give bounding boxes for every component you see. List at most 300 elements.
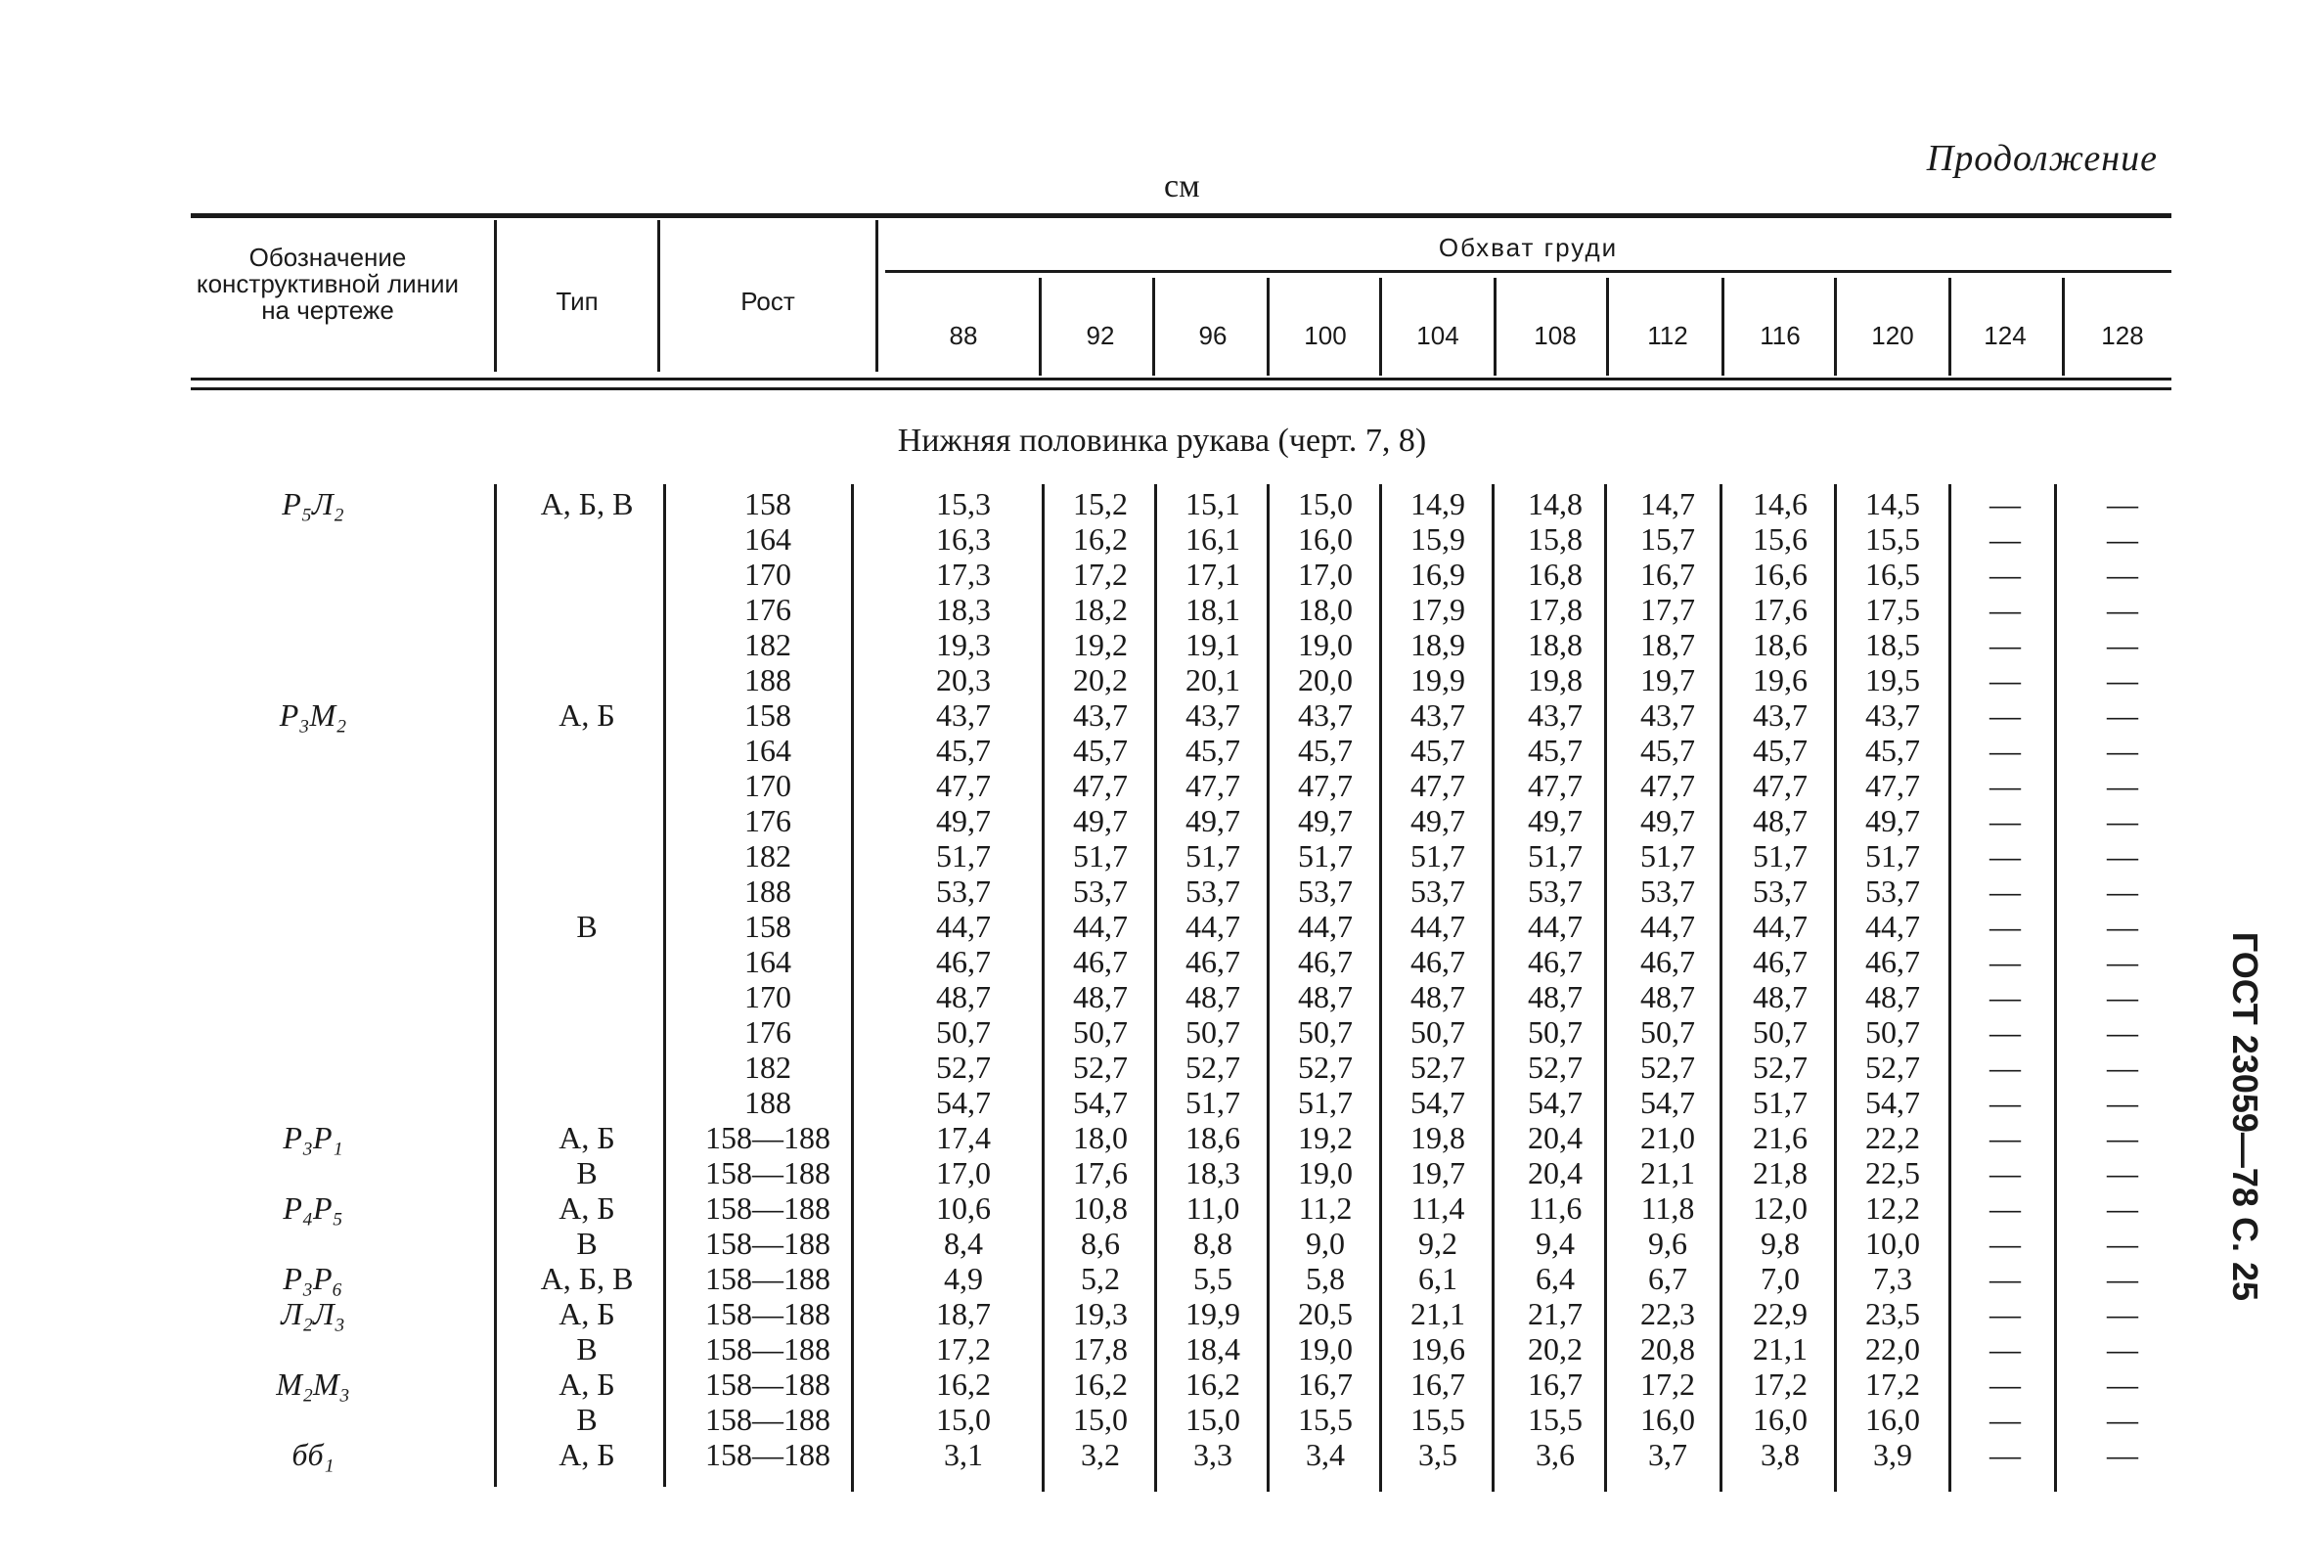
row-value: 18,3 [1185,1155,1240,1190]
row-value: — [2107,486,2138,521]
row-value: 18,2 [1073,592,1128,627]
header-divider [875,220,878,372]
row-value: 15,3 [936,486,991,521]
table-row [0,662,2324,697]
row-value: — [2107,1014,2138,1050]
row-value: 8,4 [944,1226,983,1261]
table-row [0,768,2324,803]
row-value: 16,7 [1528,1366,1583,1402]
row-value: 48,7 [1073,979,1128,1014]
row-value: 16,0 [1865,1402,1920,1437]
chest-size-header: 88 [949,321,978,350]
row-value: 22,2 [1865,1120,1920,1155]
row-value: 20,4 [1528,1120,1583,1155]
row-value: 49,7 [1298,803,1353,838]
row-value: 21,7 [1528,1296,1583,1331]
row-value: 19,2 [1073,627,1128,662]
row-value: 50,7 [1298,1014,1353,1050]
row-designation: Р₃Р₁ [283,1120,343,1155]
row-value: 44,7 [1410,909,1465,944]
row-value: 50,7 [1073,1014,1128,1050]
table-row [0,627,2324,662]
table-row [0,1085,2324,1120]
row-value: 54,7 [1528,1085,1583,1120]
row-value: 3,2 [1081,1437,1120,1472]
table-row [0,733,2324,768]
units-label: см [1164,168,1200,204]
row-value: 44,7 [936,909,991,944]
row-value: 15,0 [1073,1402,1128,1437]
row-value: 17,8 [1073,1331,1128,1366]
row-value: 16,0 [1298,521,1353,557]
row-value: 48,7 [1865,979,1920,1014]
row-value: 15,1 [1185,486,1240,521]
row-value: 10,6 [936,1190,991,1226]
row-value: 6,4 [1536,1261,1575,1296]
header-bottom-rule-2 [191,387,2171,390]
row-height: 158—188 [705,1261,830,1296]
row-value: 47,7 [936,768,991,803]
row-value: 21,6 [1753,1120,1808,1155]
row-height: 182 [744,1050,791,1085]
row-value: 48,7 [1528,979,1583,1014]
row-value: 52,7 [1528,1050,1583,1085]
row-value: 19,9 [1410,662,1465,697]
table-row [0,1120,2324,1155]
row-value: 15,6 [1753,521,1808,557]
row-value: 15,0 [936,1402,991,1437]
row-value: 16,3 [936,521,991,557]
row-value: 49,7 [1073,803,1128,838]
chest-size-header: 116 [1760,321,1801,350]
row-height: 188 [744,662,791,697]
row-value: 6,1 [1418,1261,1457,1296]
row-height: 182 [744,627,791,662]
row-value: 49,7 [1410,803,1465,838]
row-value: 44,7 [1298,909,1353,944]
row-value: 51,7 [1528,838,1583,874]
row-value: 46,7 [936,944,991,979]
row-value: 52,7 [1185,1050,1240,1085]
row-value: 47,7 [1865,768,1920,803]
row-value: 5,2 [1081,1261,1120,1296]
chest-size-header: 96 [1198,321,1228,350]
row-value: 19,5 [1865,662,1920,697]
row-value: 11,8 [1640,1190,1695,1226]
row-value: 17,6 [1073,1155,1128,1190]
row-value: 3,6 [1536,1437,1575,1472]
row-value: 21,1 [1753,1331,1808,1366]
table-row [0,1296,2324,1331]
row-value: 15,0 [1298,486,1353,521]
table-row [0,1226,2324,1261]
row-value: — [2107,909,2138,944]
row-value: 15,0 [1185,1402,1240,1437]
row-value: 17,0 [1298,557,1353,592]
row-value: 16,7 [1298,1366,1353,1402]
chest-size-header: 92 [1086,321,1115,350]
row-value: — [1989,486,2021,521]
row-type: В [576,1226,598,1261]
row-value: 18,3 [936,592,991,627]
row-value: 52,7 [1073,1050,1128,1085]
table-row [0,1050,2324,1085]
row-value: 11,2 [1298,1190,1353,1226]
table-row [0,874,2324,909]
row-value: 19,6 [1753,662,1808,697]
row-value: — [1989,733,2021,768]
row-designation: Р₄Р₅ [283,1190,343,1226]
row-value: 43,7 [1410,697,1465,733]
row-value: 44,7 [1073,909,1128,944]
row-type: А, Б, В [540,486,634,521]
row-value: 43,7 [1298,697,1353,733]
table-row [0,697,2324,733]
row-value: — [2107,979,2138,1014]
row-value: 48,7 [1753,979,1808,1014]
row-value: 54,7 [1865,1085,1920,1120]
row-value: 20,2 [1073,662,1128,697]
row-value: 54,7 [936,1085,991,1120]
row-value: — [1989,1296,2021,1331]
table-row [0,592,2324,627]
header-designation: Обозначение конструктивной линии на чертеже [196,243,460,325]
row-value: 17,8 [1528,592,1583,627]
row-value: — [2107,944,2138,979]
row-value: — [1989,1190,2021,1226]
row-value: 18,0 [1298,592,1353,627]
row-value: — [2107,627,2138,662]
row-height: 158—188 [705,1437,830,1472]
row-value: 21,0 [1640,1120,1695,1155]
row-value: 8,6 [1081,1226,1120,1261]
row-value: 18,5 [1865,627,1920,662]
row-value: 16,5 [1865,557,1920,592]
row-type: В [576,1331,598,1366]
row-value: 18,7 [936,1296,991,1331]
row-value: 52,7 [936,1050,991,1085]
row-height: 158—188 [705,1402,830,1437]
row-value: 19,9 [1185,1296,1240,1331]
row-value: 22,0 [1865,1331,1920,1366]
row-value: 49,7 [1528,803,1583,838]
row-value: 45,7 [1185,733,1240,768]
row-value: 11,4 [1410,1190,1465,1226]
row-value: 48,7 [1298,979,1353,1014]
chest-size-header: 124 [1984,321,2027,350]
row-height: 158—188 [705,1155,830,1190]
row-value: 19,3 [1073,1296,1128,1331]
row-value: 3,7 [1648,1437,1687,1472]
row-value: 17,4 [936,1120,991,1155]
row-value: 46,7 [1753,944,1808,979]
row-value: 52,7 [1753,1050,1808,1085]
row-value: 19,1 [1185,627,1240,662]
row-height: 158—188 [705,1190,830,1226]
row-value: 47,7 [1410,768,1465,803]
row-value: 19,8 [1410,1120,1465,1155]
row-value: 54,7 [1640,1085,1695,1120]
table-row [0,1366,2324,1402]
row-value: 14,5 [1865,486,1920,521]
row-value: 21,8 [1753,1155,1808,1190]
row-value: 47,7 [1753,768,1808,803]
row-value: 19,2 [1298,1120,1353,1155]
row-value: 44,7 [1528,909,1583,944]
row-designation: Р₃М₂ [279,697,347,733]
row-value: — [1989,944,2021,979]
table-row [0,1014,2324,1050]
row-value: 50,7 [1185,1014,1240,1050]
row-value: — [1989,1402,2021,1437]
row-value: 51,7 [1640,838,1695,874]
table-row [0,1437,2324,1472]
row-height: 176 [744,1014,791,1050]
row-value: — [2107,803,2138,838]
row-value: — [2107,1437,2138,1472]
row-value: 9,4 [1536,1226,1575,1261]
row-value: — [1989,1014,2021,1050]
row-type: А, Б [559,1437,615,1472]
row-value: 16,9 [1410,557,1465,592]
row-value: 5,8 [1306,1261,1345,1296]
row-value: 45,7 [1298,733,1353,768]
row-value: — [1989,803,2021,838]
row-value: 46,7 [1073,944,1128,979]
row-value: 49,7 [936,803,991,838]
row-value: 17,7 [1640,592,1695,627]
row-value: 6,7 [1648,1261,1687,1296]
row-value: 15,5 [1528,1402,1583,1437]
row-value: 16,7 [1410,1366,1465,1402]
row-value: 12,0 [1753,1190,1808,1226]
row-value: 20,8 [1640,1331,1695,1366]
row-value: 17,5 [1865,592,1920,627]
row-value: — [2107,1296,2138,1331]
row-value: 12,2 [1865,1190,1920,1226]
row-value: — [2107,1366,2138,1402]
row-value: 19,8 [1528,662,1583,697]
header-divider [1267,278,1270,376]
row-value: 52,7 [1410,1050,1465,1085]
table-row [0,1190,2324,1226]
row-value: 20,2 [1528,1331,1583,1366]
row-value: 16,2 [936,1366,991,1402]
row-value: — [2107,874,2138,909]
row-value: 16,8 [1528,557,1583,592]
row-value: 53,7 [1298,874,1353,909]
row-value: 48,7 [1410,979,1465,1014]
row-value: 7,3 [1873,1261,1912,1296]
row-value: — [2107,662,2138,697]
row-designation: бб₁ [291,1437,335,1472]
chest-size-header: 104 [1416,321,1459,350]
row-value: 51,7 [1185,838,1240,874]
row-value: 15,7 [1640,521,1695,557]
row-value: 48,7 [1185,979,1240,1014]
row-value: — [2107,768,2138,803]
row-type: А, Б [559,1190,615,1226]
row-value: 45,7 [1410,733,1465,768]
row-value: 53,7 [936,874,991,909]
row-value: 53,7 [1753,874,1808,909]
row-value: 16,1 [1185,521,1240,557]
row-value: 9,0 [1306,1226,1345,1261]
row-value: 18,9 [1410,627,1465,662]
row-value: — [2107,697,2138,733]
table-row [0,979,2324,1014]
row-value: 21,1 [1410,1296,1465,1331]
row-value: — [2107,1331,2138,1366]
row-value: 48,7 [936,979,991,1014]
row-value: 9,2 [1418,1226,1457,1261]
row-value: 20,5 [1298,1296,1353,1331]
row-height: 164 [744,944,791,979]
row-value: — [2107,521,2138,557]
row-value: 54,7 [1410,1085,1465,1120]
row-value: 17,2 [1073,557,1128,592]
row-value: 51,7 [936,838,991,874]
row-value: 44,7 [1753,909,1808,944]
row-value: — [1989,557,2021,592]
row-value: 18,0 [1073,1120,1128,1155]
chest-group-rule [885,270,2171,273]
row-value: — [2107,1226,2138,1261]
row-height: 188 [744,1085,791,1120]
row-value: 48,7 [1753,803,1808,838]
row-value: 43,7 [1640,697,1695,733]
row-value: 15,5 [1865,521,1920,557]
row-designation: Р₅Л₂ [282,486,344,521]
row-value: 47,7 [1185,768,1240,803]
row-value: — [1989,874,2021,909]
row-type: А, Б [559,697,615,733]
row-value: 51,7 [1073,838,1128,874]
row-value: 50,7 [1640,1014,1695,1050]
row-height: 170 [744,979,791,1014]
row-value: 14,9 [1410,486,1465,521]
row-type: А, Б, В [540,1261,634,1296]
row-value: — [1989,979,2021,1014]
row-value: — [2107,1402,2138,1437]
row-value: 18,7 [1640,627,1695,662]
row-value: 50,7 [1753,1014,1808,1050]
row-value: 20,4 [1528,1155,1583,1190]
row-value: 54,7 [1073,1085,1128,1120]
row-value: 16,7 [1640,557,1695,592]
chest-size-header: 120 [1871,321,1914,350]
row-value: — [1989,521,2021,557]
chest-size-header: 100 [1304,321,1347,350]
header-top-rule [191,213,2171,218]
row-type: А, Б [559,1120,615,1155]
row-designation: Р₃Р₆ [283,1261,343,1296]
row-height: 170 [744,557,791,592]
row-value: 14,7 [1640,486,1695,521]
row-value: 51,7 [1298,838,1353,874]
row-value: 17,1 [1185,557,1240,592]
row-value: 22,9 [1753,1296,1808,1331]
row-value: 45,7 [1073,733,1128,768]
row-value: 15,9 [1410,521,1465,557]
table-row [0,803,2324,838]
row-value: 46,7 [1298,944,1353,979]
row-value: 14,6 [1753,486,1808,521]
table-row [0,1402,2324,1437]
row-value: 10,0 [1865,1226,1920,1261]
row-value: 14,8 [1528,486,1583,521]
header-bottom-rule-1 [191,378,2171,381]
header-type: Тип [556,287,599,316]
row-value: 19,0 [1298,1331,1353,1366]
row-value: 50,7 [936,1014,991,1050]
row-value: 20,3 [936,662,991,697]
row-value: 20,0 [1298,662,1353,697]
row-value: 47,7 [1528,768,1583,803]
chest-size-header: 112 [1647,321,1688,350]
row-value: 16,2 [1073,521,1128,557]
row-value: 19,6 [1410,1331,1465,1366]
row-value: 51,7 [1185,1085,1240,1120]
row-value: 3,8 [1761,1437,1800,1472]
header-divider [1494,278,1497,376]
row-value: 43,7 [1865,697,1920,733]
row-value: — [1989,1366,2021,1402]
row-value: 19,0 [1298,627,1353,662]
row-value: 16,0 [1753,1402,1808,1437]
row-height: 182 [744,838,791,874]
row-value: — [2107,838,2138,874]
row-value: 53,7 [1073,874,1128,909]
section-title: Нижняя половинка рукава (черт. 7, 8) [897,423,1427,459]
row-value: 20,1 [1185,662,1240,697]
row-height: 158—188 [705,1296,830,1331]
row-value: 46,7 [1640,944,1695,979]
row-value: 50,7 [1865,1014,1920,1050]
row-value: 15,5 [1410,1402,1465,1437]
row-value: 50,7 [1528,1014,1583,1050]
row-value: 47,7 [1298,768,1353,803]
row-value: — [2107,1120,2138,1155]
header-divider [494,220,497,372]
row-height: 170 [744,768,791,803]
row-value: — [1989,1437,2021,1472]
row-value: 51,7 [1865,838,1920,874]
row-value: — [1989,627,2021,662]
row-value: 15,5 [1298,1402,1353,1437]
row-value: 3,5 [1418,1437,1457,1472]
row-value: 10,8 [1073,1190,1128,1226]
row-value: 9,8 [1761,1226,1800,1261]
table-row [0,486,2324,521]
row-value: 49,7 [1640,803,1695,838]
row-value: — [1989,1155,2021,1190]
row-value: 17,0 [936,1155,991,1190]
row-value: 45,7 [1528,733,1583,768]
row-value: 52,7 [1865,1050,1920,1085]
row-value: 3,4 [1306,1437,1345,1472]
row-height: 176 [744,803,791,838]
row-value: — [2107,1190,2138,1226]
table-row [0,521,2324,557]
row-value: 49,7 [1185,803,1240,838]
table-row [0,1331,2324,1366]
row-value: 45,7 [936,733,991,768]
row-value: 16,2 [1185,1366,1240,1402]
row-type: В [576,909,598,944]
row-value: 21,1 [1640,1155,1695,1190]
row-value: — [2107,733,2138,768]
